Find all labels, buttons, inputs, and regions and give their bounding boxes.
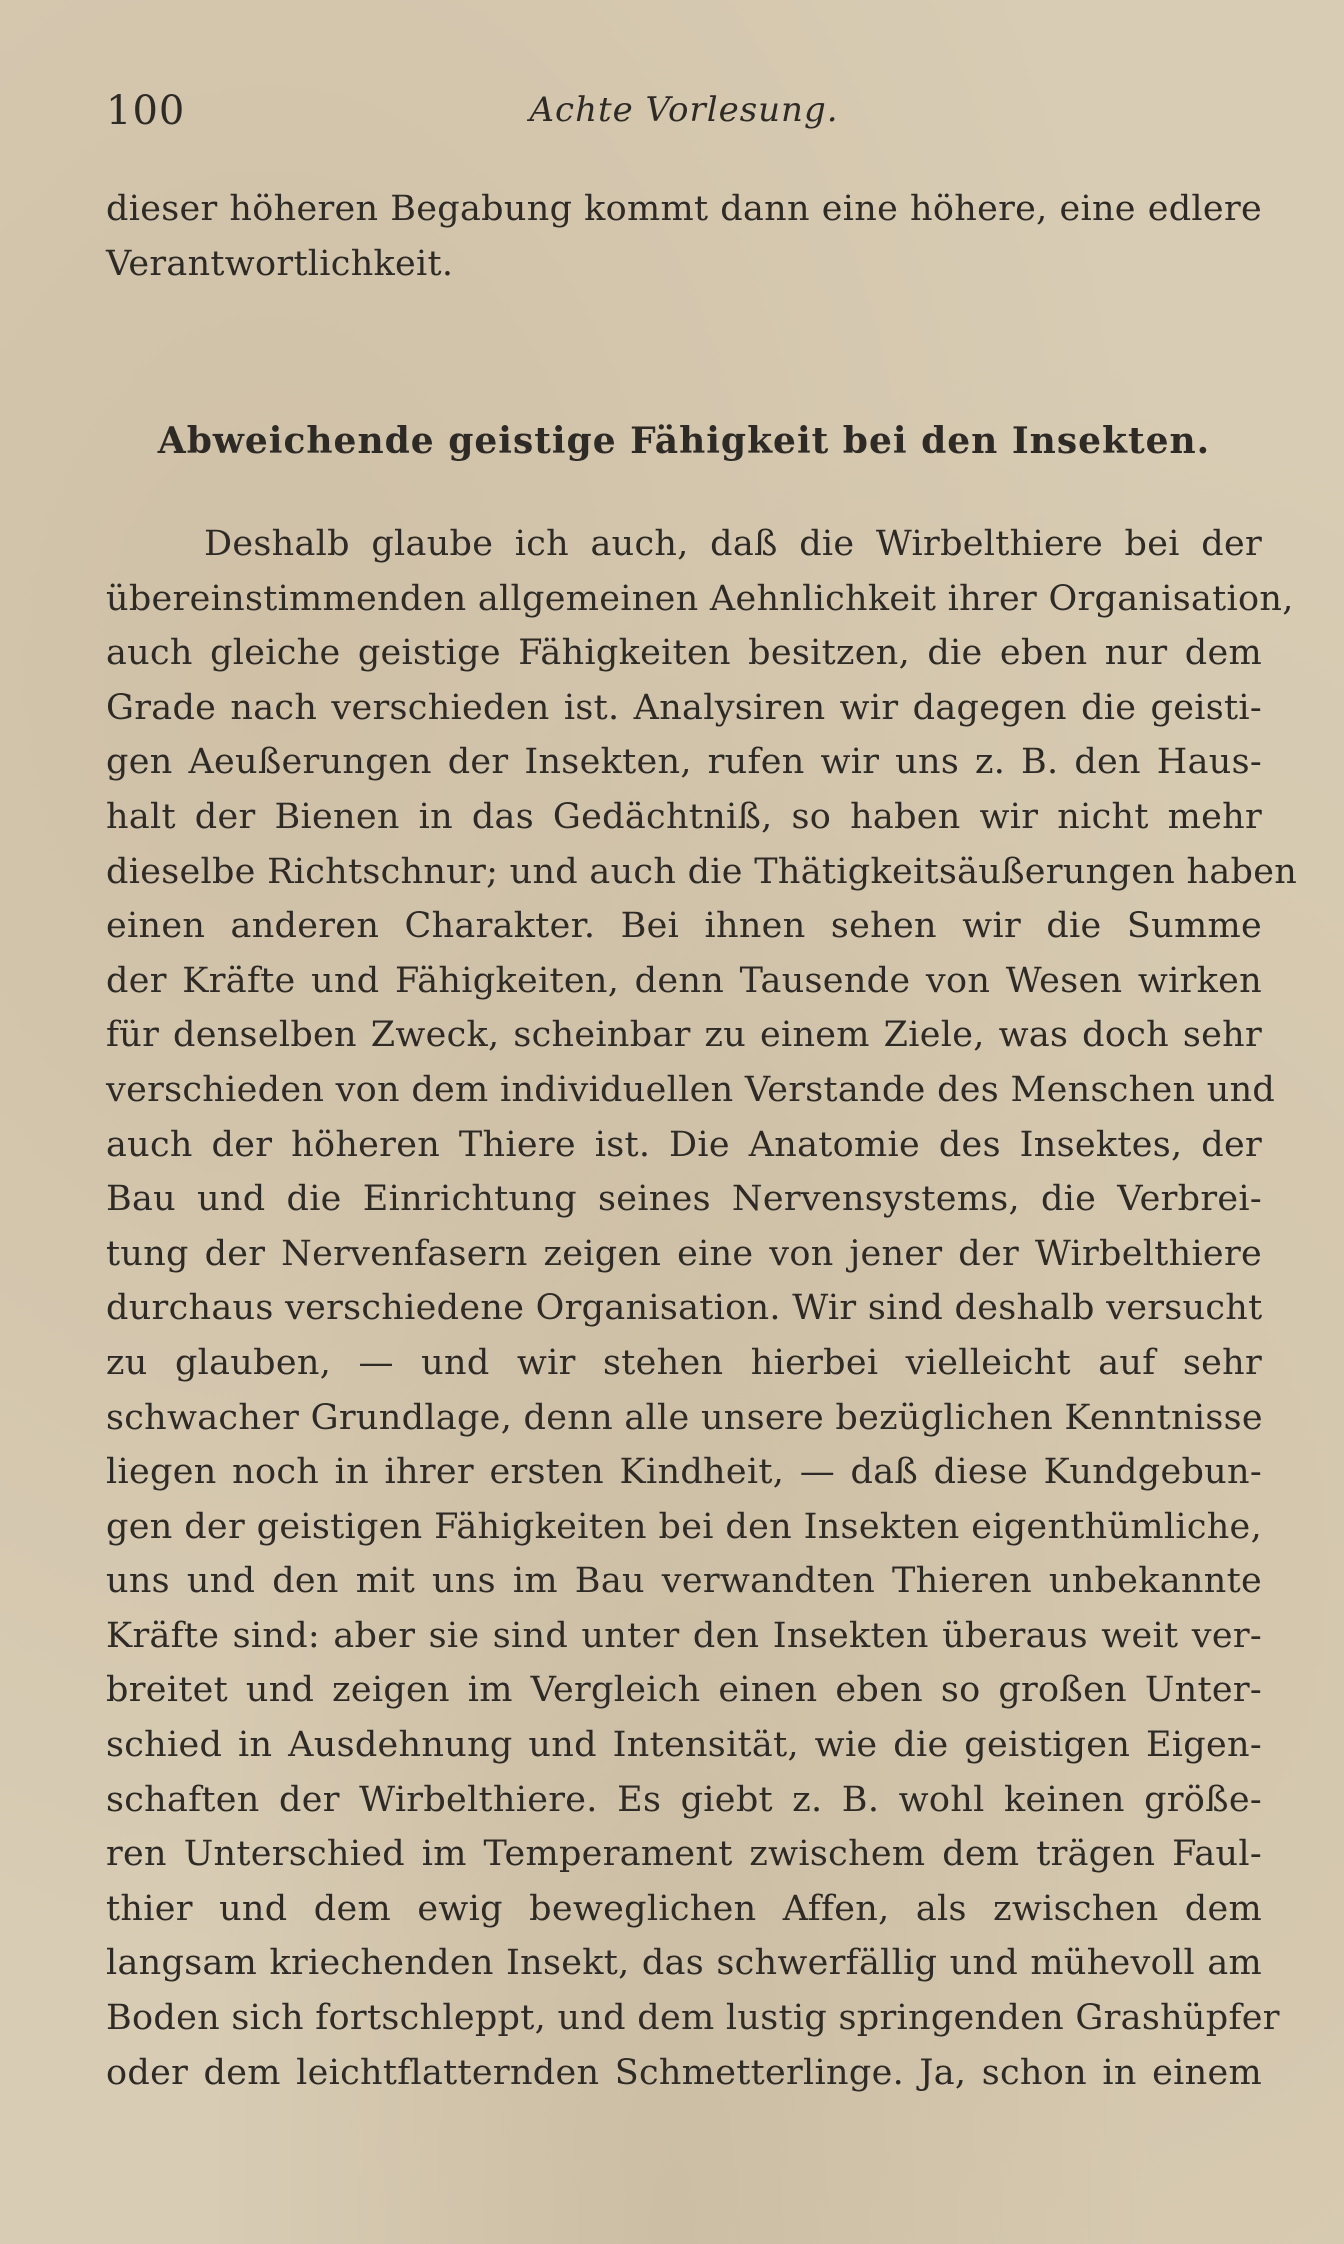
text-line: durchaus verschiedene Organisation. Wir sind deshalb versucht	[106, 1288, 1263, 1329]
main-paragraph	[106, 517, 1298, 2100]
text-line: zu glauben, — und wir stehen hierbei vielleicht auf sehr	[106, 1342, 1262, 1383]
text-line: gen der geistigen Fähigkeiten bei den Insekten eigenthümliche,	[106, 1506, 1262, 1547]
text-line: schaften der Wirbelthiere. Es giebt z. B. wohl keinen größe-	[106, 1779, 1262, 1820]
text-line: schwacher Grundlage, denn alle unsere bezüglichen Kenntnisse	[106, 1397, 1263, 1438]
text-line: liegen noch in ihrer ersten Kindheit, — daß diese Kundgebun-	[106, 1452, 1262, 1493]
text-line: Verantwortlichkeit.	[106, 243, 454, 284]
text-line: übereinstimmenden allgemeinen Aehnlichkeit ihrer Organisation,	[106, 578, 1294, 619]
text-line: gen Aeußerungen der Insekten, rufen wir uns z. B. den Haus-	[106, 742, 1262, 783]
text-line: thier und dem ewig beweglichen Affen, als zwischen dem	[106, 1888, 1262, 1929]
text-line: oder dem leichtflatternden Schmetterlinge. Ja, schon in einem	[106, 2052, 1262, 2093]
text-line: Boden sich fortschleppt, und dem lustig springenden Grashüpfer	[106, 1998, 1280, 2039]
running-title: Achte Vorlesung.	[529, 90, 839, 130]
text-line: verschieden von dem individuellen Verstande des Menschen und	[106, 1069, 1276, 1110]
text-line: halt der Bienen in das Gedächtniß, so haben wir nicht mehr	[106, 796, 1262, 837]
text-line: für denselben Zweck, scheinbar zu einem Ziele, was doch sehr	[106, 1015, 1262, 1056]
section-heading: Abweichende geistige Fähigkeit bei den Insekten.	[157, 420, 1211, 462]
text-line: der Kräfte und Fähigkeiten, denn Tausende von Wesen wirken	[106, 960, 1262, 1001]
text-line: dieselbe Richtschnur; und auch die Thätigkeitsäußerungen haben	[106, 851, 1298, 892]
running-header	[106, 88, 1262, 138]
text-line: uns und den mit uns im Bau verwandten Thieren unbekannte	[106, 1561, 1262, 1602]
text-line: auch gleiche geistige Fähigkeiten besitzen, die eben nur dem	[106, 633, 1262, 674]
intro-paragraph	[106, 182, 1262, 291]
text-line: tung der Nervenfasern zeigen eine von jener der Wirbelthiere	[106, 1233, 1262, 1274]
text-line: einen anderen Charakter. Bei ihnen sehen wir die Summe	[106, 906, 1262, 947]
text-line: schied in Ausdehnung und Intensität, wie die geistigen Eigen-	[106, 1725, 1262, 1766]
text-line: Bau und die Einrichtung seines Nervensystems, die Verbrei-	[106, 1179, 1262, 1220]
text-line: langsam kriechenden Insekt, das schwerfällig und mühevoll am	[106, 1943, 1262, 1984]
text-line: Deshalb glaube ich auch, daß die Wirbelthiere bei der	[204, 524, 1262, 564]
text-line: Kräfte sind: aber sie sind unter den Insekten überaus weit ver-	[106, 1615, 1262, 1656]
text-line: dieser höheren Begabung kommt dann eine höhere, eine edlere	[106, 189, 1262, 229]
page-number: 100	[106, 88, 186, 134]
text-line: ren Unterschied im Temperament zwischem dem trägen Faul-	[106, 1834, 1262, 1875]
text-line: auch der höheren Thiere ist. Die Anatomie des Insektes, der	[106, 1124, 1262, 1165]
text-line: Grade nach verschieden ist. Analysiren wir dagegen die geisti-	[106, 687, 1262, 728]
text-line: breitet und zeigen im Vergleich einen eben so großen Unter-	[106, 1670, 1262, 1711]
